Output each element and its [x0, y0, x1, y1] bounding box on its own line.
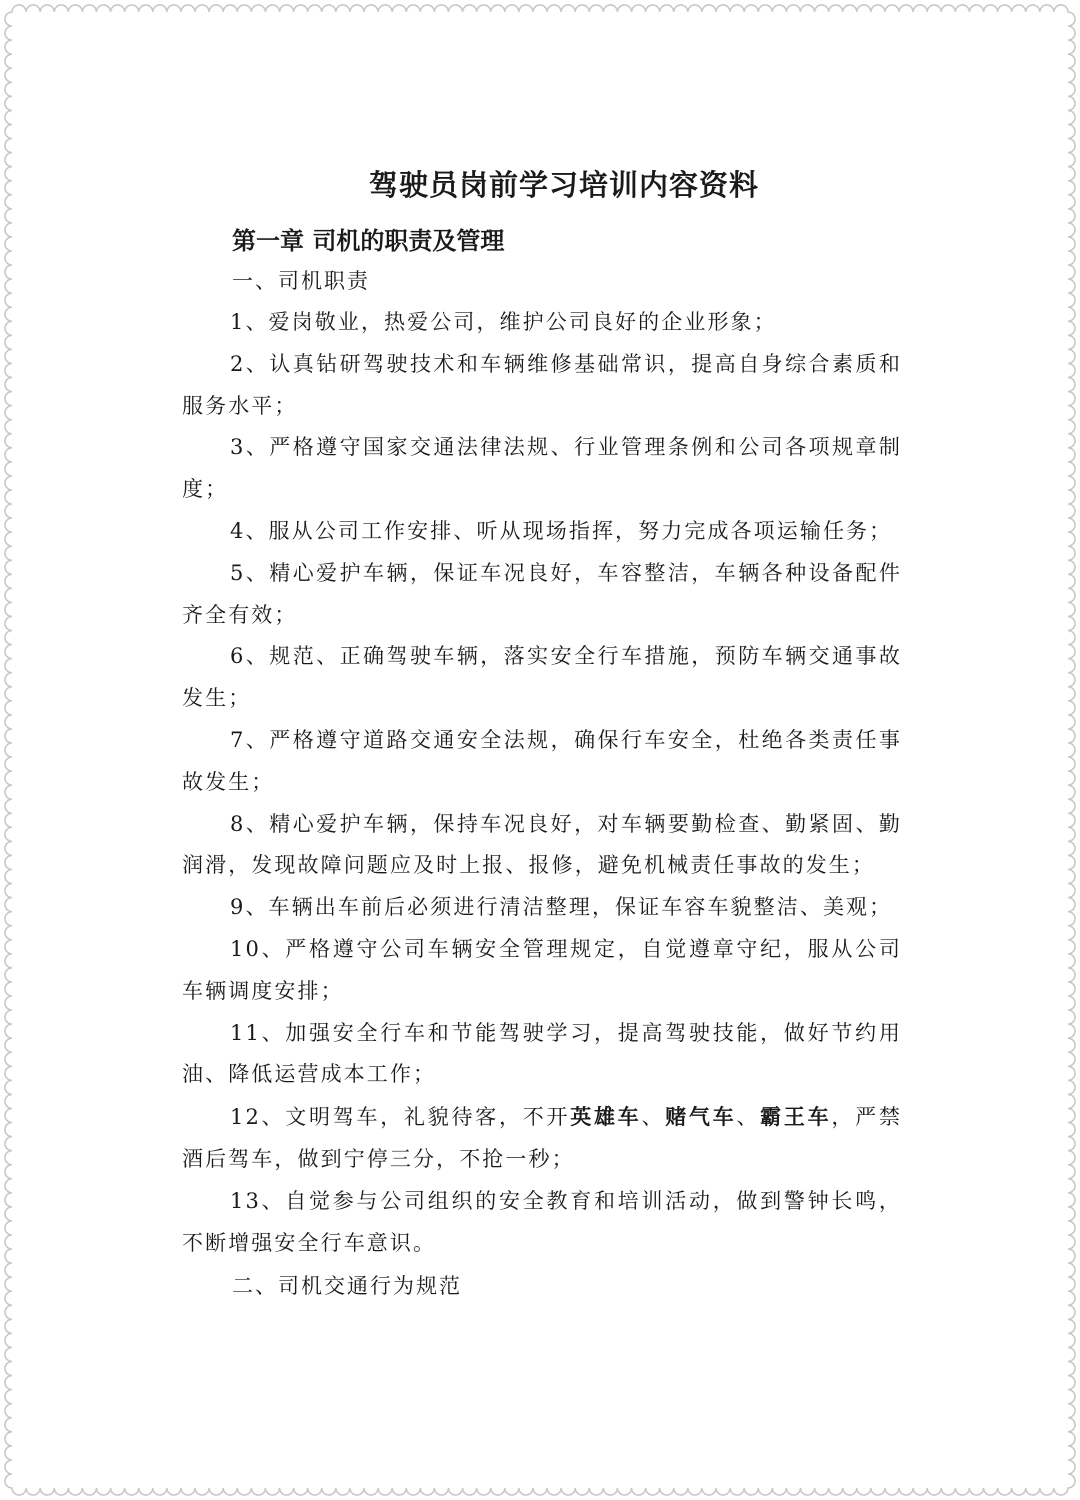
list-item: 10、严格遵守公司车辆安全管理规定，自觉遵章守纪，服从公司车辆调度安排；: [182, 936, 902, 1003]
item12-separator: 、: [736, 1105, 761, 1130]
item12-separator: 、: [641, 1105, 666, 1130]
list-item: 5、精心爱护车辆，保证车况良好，车容整洁，车辆各种设备配件齐全有效；: [182, 560, 902, 627]
document-title: 驾驶员岗前学习培训内容资料: [368, 168, 759, 202]
document-body: [182, 152, 902, 1307]
list-item: 11、加强安全行车和节能驾驶学习，提高驾驶技能，做好节约用油、降低运营成本工作；: [182, 1020, 902, 1087]
list-item: 6、规范、正确驾驶车辆，落实安全行车措施，预防车辆交通事故发生；: [182, 644, 902, 711]
chapter-heading: 第一章 司机的职责及管理: [232, 227, 505, 255]
list-item: 13、自觉参与公司组织的安全教育和培训活动，做到警钟长鸣，不断增强安全行车意识。: [182, 1188, 902, 1255]
item12-bold-hero-car: 英雄车: [570, 1104, 642, 1130]
item12-bold-angry-car: 赌气车: [665, 1104, 737, 1130]
list-item: 9、车辆出车前后必须进行清洁整理，保证车容车貌整洁、美观；: [230, 895, 893, 920]
item12-text-1: 12、文明驾车，礼貌待客，不开: [230, 1105, 571, 1130]
list-item: 1、爱岗敬业，热爱公司，维护公司良好的企业形象；: [230, 310, 777, 334]
list-item: 3、严格遵守国家交通法律法规、行业管理条例和公司各项规章制度；: [182, 435, 902, 502]
item12-bold-bully-car: 霸王车: [760, 1104, 832, 1130]
item12-text-2: ，严禁酒后驾车，做到宁停三分，不抢一秒；: [182, 1105, 902, 1171]
section-heading-duties: 一、司机职责: [232, 269, 370, 293]
list-item: 7、严格遵守道路交通安全法规，确保行车安全，杜绝各类责任事故发生；: [182, 727, 902, 794]
list-item: 8、精心爱护车辆，保持车况良好，对车辆要勤检查、勤紧固、勤润滑，发现故障问题应及时上报、报修，避免机械责任事故的发生；: [182, 811, 902, 878]
list-item: 2、认真钻研驾驶技术和车辆维修基础常识，提高自身综合素质和服务水平；: [182, 351, 902, 418]
list-item: 4、服从公司工作安排、听从现场指挥，努力完成各项运输任务；: [230, 518, 893, 543]
list-item-12: [182, 1096, 902, 1181]
section-heading-traffic-conduct: 二、司机交通行为规范: [232, 1274, 462, 1299]
